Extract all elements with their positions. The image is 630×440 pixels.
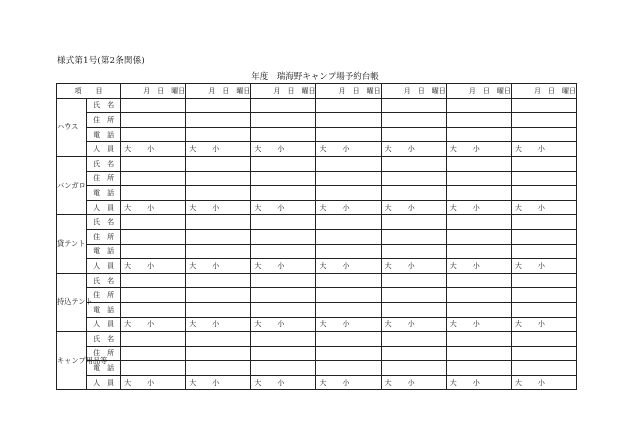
people-count-cell[interactable] — [121, 142, 186, 157]
name-entry-cell[interactable] — [446, 273, 511, 288]
phone-entry-cell[interactable] — [121, 127, 186, 142]
people-small-label: 小 — [407, 145, 415, 154]
people-small-label: 小 — [342, 378, 350, 387]
name-entry-cell[interactable] — [511, 98, 576, 113]
field-label-name: 氏 名 — [87, 273, 121, 288]
address-entry-cell[interactable] — [316, 171, 381, 186]
people-small-label: 小 — [537, 320, 545, 329]
people-count-cell[interactable] — [316, 200, 381, 215]
people-large-label: 大 — [384, 320, 392, 329]
people-small-label: 小 — [147, 378, 155, 387]
name-entry-cell[interactable] — [251, 156, 316, 171]
table-row — [57, 229, 577, 244]
name-entry-cell[interactable] — [446, 215, 511, 230]
people-count-cell[interactable] — [251, 200, 316, 215]
name-entry-cell[interactable] — [316, 98, 381, 113]
people-small-label: 小 — [472, 320, 480, 329]
people-large-label: 大 — [514, 378, 522, 387]
field-label-address: 住 所 — [87, 288, 121, 303]
phone-entry-cell[interactable] — [446, 127, 511, 142]
page-title: 年度 瑞海野キャンプ場予約台帳 — [251, 72, 379, 82]
phone-entry-cell[interactable] — [316, 361, 381, 376]
name-entry-cell[interactable] — [511, 156, 576, 171]
form-number: 様式第1号(第2条関係) — [57, 56, 145, 66]
address-entry-cell[interactable] — [316, 229, 381, 244]
people-large-label: 大 — [319, 261, 327, 270]
people-count-cell[interactable] — [446, 375, 511, 390]
name-entry-cell[interactable] — [251, 215, 316, 230]
people-small-label: 小 — [277, 145, 285, 154]
name-entry-cell[interactable] — [186, 156, 251, 171]
people-count-cell[interactable] — [251, 375, 316, 390]
people-count-cell[interactable] — [511, 259, 576, 274]
people-small-label: 小 — [537, 261, 545, 270]
people-large-label: 大 — [189, 145, 197, 154]
people-small-label: 小 — [212, 145, 220, 154]
field-label-address: 住 所 — [87, 113, 121, 128]
name-entry-cell[interactable] — [121, 273, 186, 288]
name-entry-cell[interactable] — [511, 215, 576, 230]
phone-entry-cell[interactable] — [251, 127, 316, 142]
header-day-2[interactable]: 月 日 曜日 — [186, 84, 251, 99]
name-entry-cell[interactable] — [511, 332, 576, 347]
field-label-address: 住 所 — [87, 229, 121, 244]
people-count-cell[interactable] — [186, 317, 251, 332]
phone-entry-cell[interactable] — [251, 186, 316, 201]
name-entry-cell[interactable] — [121, 98, 186, 113]
name-entry-cell[interactable] — [316, 215, 381, 230]
address-entry-cell[interactable] — [251, 346, 316, 361]
people-large-label: 大 — [449, 261, 457, 270]
people-count-cell[interactable] — [381, 200, 446, 215]
name-entry-cell[interactable] — [186, 332, 251, 347]
name-entry-cell[interactable] — [251, 273, 316, 288]
people-large-label: 大 — [189, 203, 197, 212]
address-entry-cell[interactable] — [381, 346, 446, 361]
table-row — [57, 186, 577, 201]
phone-entry-cell[interactable] — [446, 186, 511, 201]
name-entry-cell[interactable] — [121, 332, 186, 347]
field-label-phone: 電 話 — [87, 302, 121, 317]
header-day-1[interactable]: 月 日 曜日 — [121, 84, 186, 99]
people-large-label: 大 — [254, 203, 262, 212]
header-row — [57, 84, 577, 99]
people-small-label: 小 — [472, 145, 480, 154]
people-small-label: 小 — [147, 145, 155, 154]
phone-entry-cell[interactable] — [316, 244, 381, 259]
phone-entry-cell[interactable] — [121, 244, 186, 259]
people-large-label: 大 — [319, 203, 327, 212]
field-label-phone: 電 話 — [87, 186, 121, 201]
people-small-label: 小 — [407, 378, 415, 387]
people-large-label: 大 — [254, 145, 262, 154]
name-entry-cell[interactable] — [381, 98, 446, 113]
people-large-label: 大 — [189, 378, 197, 387]
name-entry-cell[interactable] — [251, 98, 316, 113]
category-label: ハウス — [57, 98, 87, 156]
phone-entry-cell[interactable] — [186, 127, 251, 142]
address-entry-cell[interactable] — [121, 229, 186, 244]
address-entry-cell[interactable] — [446, 171, 511, 186]
name-entry-cell[interactable] — [186, 215, 251, 230]
address-entry-cell[interactable] — [121, 346, 186, 361]
people-large-label: 大 — [319, 145, 327, 154]
address-entry-cell[interactable] — [316, 288, 381, 303]
people-large-label: 大 — [189, 320, 197, 329]
people-small-label: 小 — [277, 378, 285, 387]
name-entry-cell[interactable] — [446, 156, 511, 171]
table-row — [57, 302, 577, 317]
people-large-label: 大 — [189, 261, 197, 270]
people-count-cell[interactable] — [121, 375, 186, 390]
phone-entry-cell[interactable] — [446, 361, 511, 376]
table-row — [57, 288, 577, 303]
phone-entry-cell[interactable] — [186, 361, 251, 376]
address-entry-cell[interactable] — [381, 113, 446, 128]
address-entry-cell[interactable] — [446, 113, 511, 128]
people-small-label: 小 — [537, 378, 545, 387]
people-large-label: 大 — [514, 145, 522, 154]
table-row — [57, 98, 577, 113]
address-entry-cell[interactable] — [251, 113, 316, 128]
field-label-people: 人 員 — [87, 200, 121, 215]
category-label: 持込テント — [57, 273, 87, 331]
address-entry-cell[interactable] — [446, 288, 511, 303]
people-small-label: 小 — [472, 261, 480, 270]
address-entry-cell[interactable] — [511, 346, 576, 361]
address-entry-cell[interactable] — [316, 113, 381, 128]
name-entry-cell[interactable] — [381, 273, 446, 288]
phone-entry-cell[interactable] — [251, 302, 316, 317]
address-entry-cell[interactable] — [186, 113, 251, 128]
table-row — [57, 200, 577, 215]
people-small-label: 小 — [147, 320, 155, 329]
people-large-label: 大 — [254, 261, 262, 270]
address-entry-cell[interactable] — [121, 171, 186, 186]
address-entry-cell[interactable] — [121, 288, 186, 303]
category-label: バンガロー — [57, 156, 87, 214]
address-entry-cell[interactable] — [381, 288, 446, 303]
address-entry-cell[interactable] — [121, 113, 186, 128]
people-small-label: 小 — [342, 261, 350, 270]
field-label-name: 氏 名 — [87, 98, 121, 113]
people-large-label: 大 — [384, 378, 392, 387]
people-large-label: 大 — [124, 145, 132, 154]
people-small-label: 小 — [472, 378, 480, 387]
phone-entry-cell[interactable] — [251, 361, 316, 376]
phone-entry-cell[interactable] — [316, 186, 381, 201]
people-small-label: 小 — [277, 203, 285, 212]
field-label-phone: 電 話 — [87, 127, 121, 142]
name-entry-cell[interactable] — [446, 98, 511, 113]
people-count-cell[interactable] — [316, 259, 381, 274]
phone-entry-cell[interactable] — [186, 186, 251, 201]
table-row — [57, 171, 577, 186]
people-small-label: 小 — [407, 320, 415, 329]
people-large-label: 大 — [319, 320, 327, 329]
people-count-cell[interactable] — [316, 375, 381, 390]
table-row — [57, 142, 577, 157]
address-entry-cell[interactable] — [251, 288, 316, 303]
phone-entry-cell[interactable] — [121, 186, 186, 201]
people-count-cell[interactable] — [186, 259, 251, 274]
phone-entry-cell[interactable] — [511, 361, 576, 376]
people-small-label: 小 — [147, 203, 155, 212]
table-row — [57, 273, 577, 288]
people-large-label: 大 — [124, 261, 132, 270]
people-count-cell[interactable] — [316, 317, 381, 332]
reservation-ledger-table — [56, 83, 577, 390]
table-row — [57, 259, 577, 274]
phone-entry-cell[interactable] — [381, 186, 446, 201]
people-small-label: 小 — [472, 203, 480, 212]
phone-entry-cell[interactable] — [381, 127, 446, 142]
name-entry-cell[interactable] — [381, 332, 446, 347]
phone-entry-cell[interactable] — [316, 127, 381, 142]
address-entry-cell[interactable] — [446, 346, 511, 361]
people-large-label: 大 — [124, 203, 132, 212]
field-label-address: 住 所 — [87, 346, 121, 361]
people-small-label: 小 — [212, 320, 220, 329]
people-small-label: 小 — [407, 203, 415, 212]
people-count-cell[interactable] — [251, 142, 316, 157]
address-entry-cell[interactable] — [511, 113, 576, 128]
name-entry-cell[interactable] — [316, 332, 381, 347]
people-count-cell[interactable] — [121, 200, 186, 215]
phone-entry-cell[interactable] — [381, 361, 446, 376]
people-count-cell[interactable] — [381, 317, 446, 332]
phone-entry-cell[interactable] — [381, 244, 446, 259]
name-entry-cell[interactable] — [381, 156, 446, 171]
people-large-label: 大 — [449, 378, 457, 387]
people-small-label: 小 — [212, 203, 220, 212]
people-count-cell[interactable] — [511, 200, 576, 215]
header-day-7[interactable]: 月 日 曜日 — [511, 84, 576, 99]
table-row — [57, 346, 577, 361]
header-day-6[interactable]: 月 日 曜日 — [446, 84, 511, 99]
people-count-cell[interactable] — [316, 142, 381, 157]
name-entry-cell[interactable] — [121, 215, 186, 230]
field-label-phone: 電 話 — [87, 361, 121, 376]
people-small-label: 小 — [342, 320, 350, 329]
address-entry-cell[interactable] — [381, 171, 446, 186]
people-count-cell[interactable] — [186, 142, 251, 157]
people-large-label: 大 — [254, 378, 262, 387]
people-large-label: 大 — [514, 203, 522, 212]
header-day-5[interactable]: 月 日 曜日 — [381, 84, 446, 99]
field-label-people: 人 員 — [87, 259, 121, 274]
phone-entry-cell[interactable] — [316, 302, 381, 317]
people-count-cell[interactable] — [511, 317, 576, 332]
name-entry-cell[interactable] — [186, 98, 251, 113]
people-count-cell[interactable] — [511, 142, 576, 157]
name-entry-cell[interactable] — [446, 332, 511, 347]
field-label-name: 氏 名 — [87, 156, 121, 171]
people-small-label: 小 — [277, 320, 285, 329]
phone-entry-cell[interactable] — [381, 302, 446, 317]
people-small-label: 小 — [537, 145, 545, 154]
phone-entry-cell[interactable] — [511, 127, 576, 142]
people-count-cell[interactable] — [121, 317, 186, 332]
address-entry-cell[interactable] — [511, 171, 576, 186]
people-count-cell[interactable] — [186, 200, 251, 215]
name-entry-cell[interactable] — [316, 273, 381, 288]
table-row — [57, 361, 577, 376]
phone-entry-cell[interactable] — [186, 244, 251, 259]
category-label: キャンプ用品等 — [57, 332, 87, 390]
field-label-name: 氏 名 — [87, 215, 121, 230]
table-row — [57, 375, 577, 390]
name-entry-cell[interactable] — [121, 156, 186, 171]
header-item: 項 目 — [57, 84, 121, 99]
phone-entry-cell[interactable] — [511, 186, 576, 201]
people-large-label: 大 — [449, 320, 457, 329]
people-count-cell[interactable] — [511, 375, 576, 390]
name-entry-cell[interactable] — [381, 215, 446, 230]
people-small-label: 小 — [342, 145, 350, 154]
people-small-label: 小 — [212, 261, 220, 270]
people-small-label: 小 — [342, 203, 350, 212]
address-entry-cell[interactable] — [186, 288, 251, 303]
address-entry-cell[interactable] — [511, 229, 576, 244]
people-large-label: 大 — [384, 261, 392, 270]
ledger-body — [57, 98, 577, 390]
people-small-label: 小 — [537, 203, 545, 212]
category-label: 貸テント — [57, 215, 87, 273]
people-large-label: 大 — [449, 203, 457, 212]
people-count-cell[interactable] — [446, 317, 511, 332]
address-entry-cell[interactable] — [316, 346, 381, 361]
phone-entry-cell[interactable] — [446, 302, 511, 317]
people-count-cell[interactable] — [446, 200, 511, 215]
people-small-label: 小 — [212, 378, 220, 387]
address-entry-cell[interactable] — [251, 171, 316, 186]
people-count-cell[interactable] — [446, 142, 511, 157]
phone-entry-cell[interactable] — [251, 244, 316, 259]
name-entry-cell[interactable] — [186, 273, 251, 288]
people-count-cell[interactable] — [381, 142, 446, 157]
people-large-label: 大 — [319, 378, 327, 387]
name-entry-cell[interactable] — [511, 273, 576, 288]
field-label-name: 氏 名 — [87, 332, 121, 347]
name-entry-cell[interactable] — [316, 156, 381, 171]
header-day-4[interactable]: 月 日 曜日 — [316, 84, 381, 99]
table-row — [57, 317, 577, 332]
people-small-label: 小 — [277, 261, 285, 270]
field-label-people: 人 員 — [87, 317, 121, 332]
table-row — [57, 244, 577, 259]
field-label-people: 人 員 — [87, 142, 121, 157]
address-entry-cell[interactable] — [251, 229, 316, 244]
people-count-cell[interactable] — [186, 375, 251, 390]
people-large-label: 大 — [124, 320, 132, 329]
address-entry-cell[interactable] — [186, 171, 251, 186]
address-entry-cell[interactable] — [381, 229, 446, 244]
address-entry-cell[interactable] — [446, 229, 511, 244]
people-large-label: 大 — [449, 145, 457, 154]
people-count-cell[interactable] — [121, 259, 186, 274]
table-row — [57, 215, 577, 230]
people-large-label: 大 — [514, 320, 522, 329]
people-count-cell[interactable] — [381, 259, 446, 274]
phone-entry-cell[interactable] — [121, 302, 186, 317]
people-count-cell[interactable] — [446, 259, 511, 274]
header-day-3[interactable]: 月 日 曜日 — [251, 84, 316, 99]
table-row — [57, 156, 577, 171]
phone-entry-cell[interactable] — [121, 361, 186, 376]
people-count-cell[interactable] — [381, 375, 446, 390]
address-entry-cell[interactable] — [186, 229, 251, 244]
address-entry-cell[interactable] — [186, 346, 251, 361]
phone-entry-cell[interactable] — [446, 244, 511, 259]
people-small-label: 小 — [407, 261, 415, 270]
people-small-label: 小 — [147, 261, 155, 270]
table-row — [57, 127, 577, 142]
phone-entry-cell[interactable] — [511, 244, 576, 259]
people-count-cell[interactable] — [251, 259, 316, 274]
people-large-label: 大 — [384, 145, 392, 154]
people-count-cell[interactable] — [251, 317, 316, 332]
table-row — [57, 113, 577, 128]
field-label-phone: 電 話 — [87, 244, 121, 259]
people-large-label: 大 — [384, 203, 392, 212]
field-label-address: 住 所 — [87, 171, 121, 186]
name-entry-cell[interactable] — [251, 332, 316, 347]
field-label-people: 人 員 — [87, 375, 121, 390]
people-large-label: 大 — [254, 320, 262, 329]
people-large-label: 大 — [124, 378, 132, 387]
people-large-label: 大 — [514, 261, 522, 270]
address-entry-cell[interactable] — [511, 288, 576, 303]
phone-entry-cell[interactable] — [186, 302, 251, 317]
phone-entry-cell[interactable] — [511, 302, 576, 317]
table-row — [57, 332, 577, 347]
